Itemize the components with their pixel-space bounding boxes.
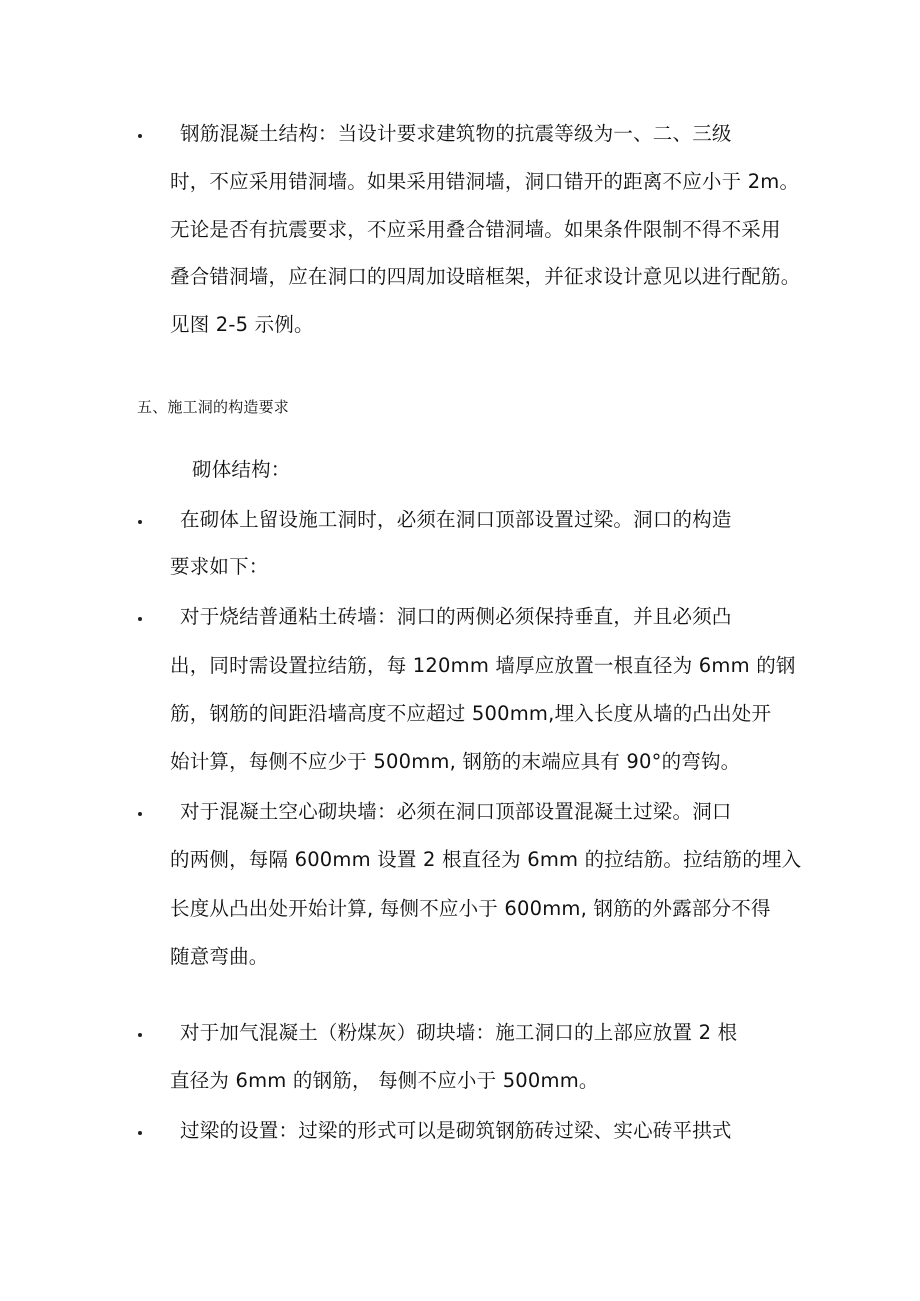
bullet-point <box>138 134 142 138</box>
bullet-point <box>138 812 142 816</box>
paragraph-line: 时，不应采用错洞墙。如果采用错洞墙，洞口错开的距离不应小于 2m。 <box>170 170 800 193</box>
paragraph-line: 直径为 6mm 的钢筋， 每侧不应小于 500mm。 <box>170 1069 599 1092</box>
bullet-point <box>138 1033 142 1037</box>
paragraph-line: 随意弯曲。 <box>170 945 269 968</box>
paragraph-line: 的两侧，每隔 600mm 设置 2 根直径为 6mm 的拉结筋。拉结筋的埋入 <box>170 848 802 871</box>
paragraph-line: 过梁的设置：过梁的形式可以是砌筑钢筋砖过梁、实心砖平拱式 <box>180 1119 732 1142</box>
bullet-point <box>138 520 142 524</box>
paragraph-line: 在砌体上留设施工洞时，必须在洞口顶部设置过梁。洞口的构造 <box>180 508 732 531</box>
bullet-point <box>138 1131 142 1135</box>
paragraph-line: 出，同时需设置拉结筋，每 120mm 墙厚应放置一根直径为 6mm 的钢 <box>170 654 796 677</box>
paragraph-line: 钢筋混凝土结构：当设计要求建筑物的抗震等级为一、二、三级 <box>180 122 732 145</box>
paragraph-line: 对于混凝土空心砌块墙：必须在洞口顶部设置混凝土过梁。洞口 <box>180 800 732 823</box>
paragraph-line: 见图 2-5 示例。 <box>170 313 314 336</box>
paragraph-line: 叠合错洞墙，应在洞口的四周加设暗框架，并征求设计意见以进行配筋。 <box>170 265 801 288</box>
bullet-point <box>138 617 142 621</box>
section-heading: 五、施工洞的构造要求 <box>137 398 290 416</box>
paragraph-line: 筋，钢筋的间距沿墙高度不应超过 500mm,埋入长度从墙的凸出处开 <box>170 702 772 725</box>
sub-heading: 砌体结构： <box>192 458 291 481</box>
paragraph-line: 要求如下： <box>170 555 269 578</box>
paragraph-line: 始计算，每侧不应少于 500mm, 钢筋的末端应具有 90°的弯钩。 <box>170 750 741 773</box>
paragraph-line: 无论是否有抗震要求，不应采用叠合错洞墙。如果条件限制不得不采用 <box>170 218 781 241</box>
paragraph-line: 对于加气混凝土（粉煤灰）砌块墙：施工洞口的上部应放置 2 根 <box>180 1021 738 1044</box>
paragraph-line: 长度从凸出处开始计算, 每侧不应小于 600mm, 钢筋的外露部分不得 <box>170 897 771 920</box>
paragraph-line: 对于烧结普通粘土砖墙：洞口的两侧必须保持垂直，并且必须凸 <box>180 605 732 628</box>
